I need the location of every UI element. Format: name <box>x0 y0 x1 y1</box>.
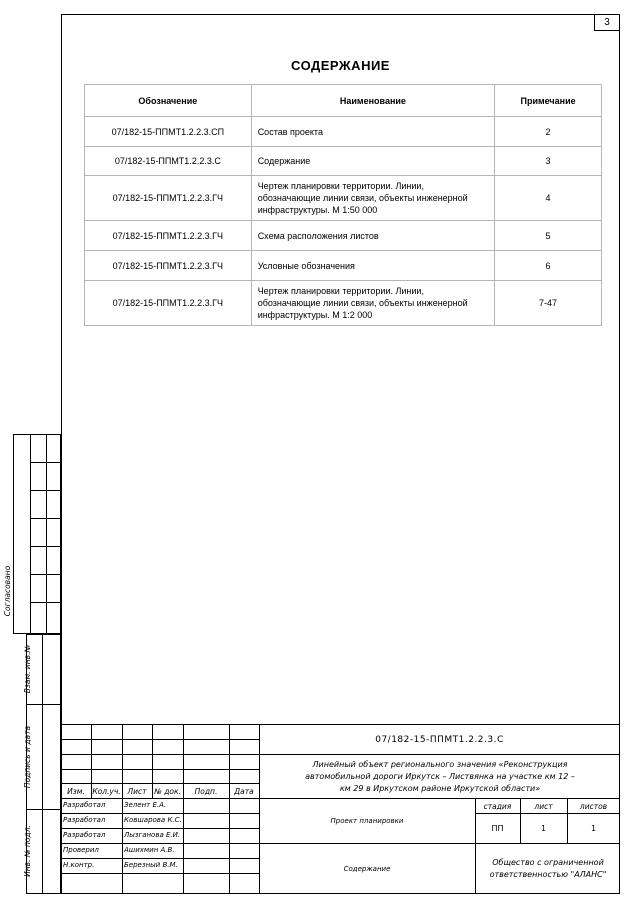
table-row <box>85 221 602 251</box>
cell-name: Состав проекта <box>251 117 494 147</box>
cell-note: 7-47 <box>495 281 602 326</box>
cell-name: Содержание <box>251 147 494 176</box>
cell-name: Условные обозначения <box>251 251 494 281</box>
col-ndok: № док. <box>154 786 181 796</box>
stamp-doc-name: Содержание <box>343 865 391 873</box>
cell-name: Схема расположения листов <box>251 221 494 251</box>
agreed-label: Согласовано <box>3 565 12 617</box>
cell-name: Чертеж планировки территории. Линии, обозначающие линии связи, объекты инженерной инфраструктуры. М 1:2 000 <box>251 281 494 326</box>
stamp-company: Общество с ограниченной ответственностью "АЛАНС" <box>489 857 607 879</box>
page-number: 3 <box>594 14 620 31</box>
role-3: Разработал <box>63 831 106 839</box>
role-4: Проверил <box>63 846 99 854</box>
sheet-label: лист <box>534 801 553 811</box>
inv-label: Инв. № подл. <box>23 825 32 877</box>
cell-designation: 07/182-15-ППМТ1.2.2.3.ГЧ <box>85 281 252 326</box>
cell-note: 6 <box>495 251 602 281</box>
person-4: Ашихмин А.В. <box>124 846 175 854</box>
header-name: Наименование <box>251 85 494 117</box>
page-title: СОДЕРЖАНИЕ <box>291 58 390 73</box>
cell-note: 5 <box>495 221 602 251</box>
person-1: Зелент Е.А. <box>124 801 167 809</box>
stage-label: стадия <box>483 801 512 811</box>
cell-designation: 07/182-15-ППМТ1.2.2.3.ГЧ <box>85 176 252 221</box>
table-row <box>85 281 602 326</box>
table-row <box>85 117 602 147</box>
cell-note: 2 <box>495 117 602 147</box>
contents-table <box>84 84 602 326</box>
person-5: Березный В.М. <box>124 861 178 869</box>
cell-designation: 07/182-15-ППМТ1.2.2.3.ГЧ <box>85 251 252 281</box>
table-header-row <box>85 85 602 117</box>
stage-value: ПП <box>491 824 504 833</box>
table-row <box>85 147 602 176</box>
vzam-label: Взам. инв.№ <box>23 644 32 694</box>
person-2: Ковшарова К.С. <box>124 816 182 824</box>
cell-designation: 07/182-15-ППМТ1.2.2.3.СП <box>85 117 252 147</box>
cell-note: 4 <box>495 176 602 221</box>
table-row <box>85 251 602 281</box>
role-5: Н.контр. <box>63 861 95 869</box>
table-row <box>85 176 602 221</box>
col-list: Лист <box>127 786 147 796</box>
cell-designation: 07/182-15-ППМТ1.2.2.3.С <box>85 147 252 176</box>
col-izm: Изм. <box>67 786 85 796</box>
agreed-block <box>13 434 61 634</box>
role-1: Разработал <box>63 801 106 809</box>
col-koluch: Кол.уч. <box>92 786 121 796</box>
col-podp: Подп. <box>194 786 218 796</box>
header-designation: Обозначение <box>85 85 252 117</box>
sheets-value: 1 <box>590 824 597 833</box>
stamp-project-name: Проект планировки <box>330 817 404 825</box>
person-3: Лызганова Е.И. <box>124 831 181 839</box>
sheet-value: 1 <box>540 824 547 833</box>
podpis-label: Подпись и дата <box>23 725 32 789</box>
header-note: Примечание <box>495 85 602 117</box>
col-data: Дата <box>234 786 254 796</box>
stamp-object-title: Линейный объект регионального значения «Реконструкция автомобильной дороги Иркутск – Листвянка на участке км 12 – км 29 в Иркутском районе Иркутской области» <box>305 759 575 793</box>
role-2: Разработал <box>63 816 106 824</box>
cell-note: 3 <box>495 147 602 176</box>
cell-name: Чертеж планировки территории. Линии, обозначающие линии связи, объекты инженерной инфраструктуры. М 1:50 000 <box>251 176 494 221</box>
sheets-label: листов <box>579 801 608 811</box>
stamp-code: 07/182-15-ППМТ1.2.2.3.С <box>375 734 504 745</box>
cell-designation: 07/182-15-ППМТ1.2.2.3.ГЧ <box>85 221 252 251</box>
